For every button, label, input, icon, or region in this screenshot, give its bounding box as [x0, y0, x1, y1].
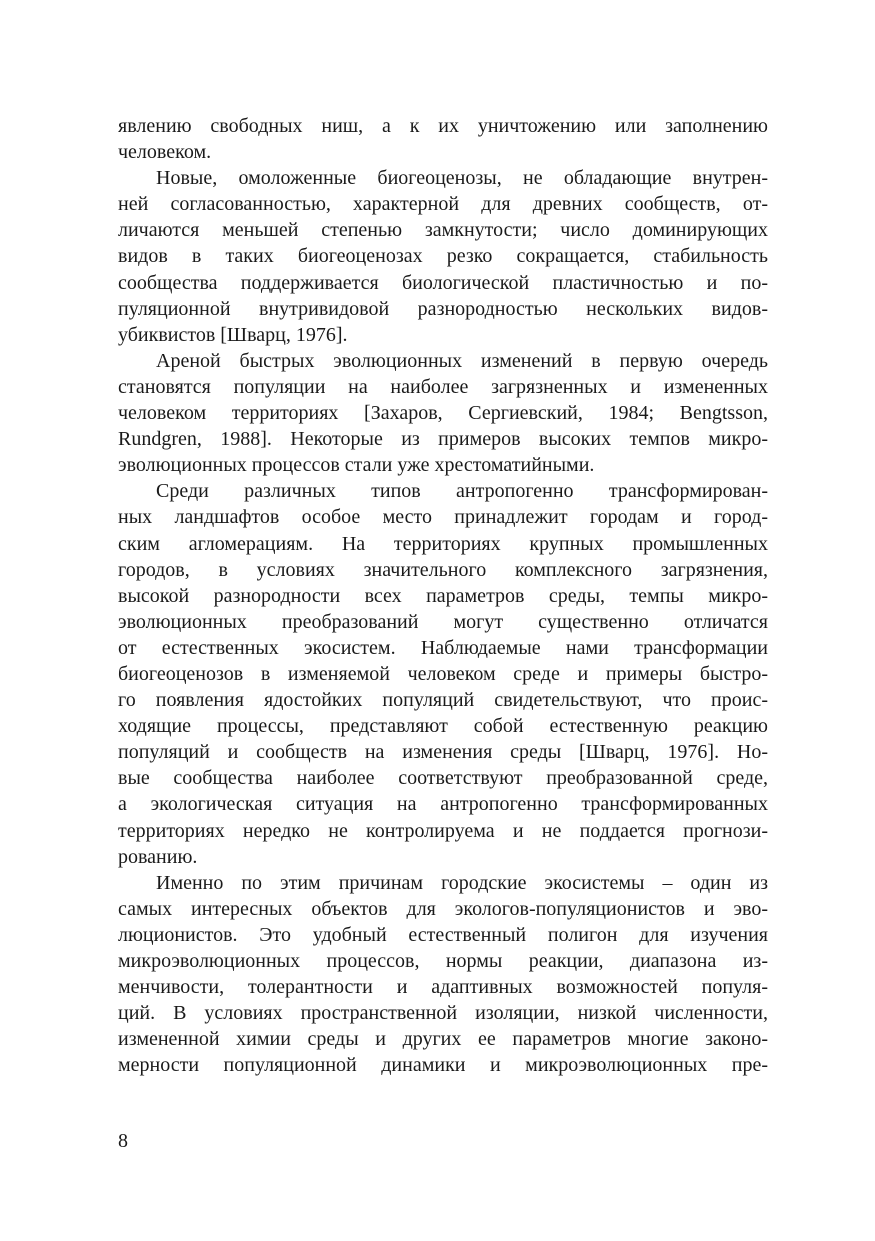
text-line: личаются меньшей степенью замкнутости; число доминирующих [118, 219, 768, 242]
paragraph [118, 870, 768, 1079]
text-line: Именно по этим причинам городские экосистемы – один из [156, 871, 768, 894]
text-line: Новые, омоложенные биогеоценозы, не обладающие внутрен- [156, 167, 768, 190]
text-line: а экологическая ситуация на антропогенно трансформированных [118, 793, 768, 816]
text-line: сообщества поддерживается биологической пластичностью и по- [118, 271, 768, 294]
text-line: ций. В условиях пространственной изоляции, низкой численности, [118, 1002, 768, 1025]
paragraph [118, 348, 768, 478]
text-line: микроэволюционных процессов, нормы реакции, диапазона из- [118, 950, 768, 972]
body-text [118, 113, 768, 1078]
paragraph [118, 165, 768, 348]
text-line: эволюционных преобразований могут существенно отличатся [118, 610, 768, 633]
text-line: вые сообщества наиболее соответствуют преобразованной среде, [118, 767, 768, 790]
text-line: мерности популяционной динамики и микроэволюционных пре- [118, 1054, 768, 1077]
text-line: го появления ядостойких популяций свидетельствуют, что проис- [118, 689, 768, 712]
text-line: Rundgren, 1988]. Некоторые из примеров высоких темпов микро- [118, 428, 768, 451]
paragraph [118, 478, 768, 869]
text-line: люционистов. Это удобный естественный полигон для изучения [118, 923, 768, 946]
text-line: видов в таких биогеоценозах резко сокращается, стабильность [118, 245, 768, 268]
text-line: явлению свободных ниш, а к их уничтожению или заполнению [118, 115, 768, 137]
text-line: территориях нередко не контролируема и не поддается прогнози- [118, 819, 768, 842]
text-line: ных ландшафтов особое место принадлежит городам и город- [118, 506, 768, 529]
paragraph [118, 113, 768, 165]
text-line: убиквистов [Шварц, 1976]. [118, 323, 348, 346]
text-line: рованию. [118, 845, 198, 868]
page-number: 8 [118, 1130, 128, 1152]
text-line: становятся популяции на наиболее загрязненных и измененных [118, 375, 768, 398]
text-line: популяций и сообществ на изменения среды [Шварц, 1976]. Но- [118, 741, 768, 764]
text-line: высокой разнородности всех параметров среды, темпы микро- [118, 584, 768, 607]
text-line: эволюционных процессов стали уже хрестоматийными. [118, 454, 595, 477]
text-line: Ареной быстрых эволюционных изменений в первую очередь [156, 349, 768, 372]
text-line: менчивости, толерантности и адаптивных возможностей популя- [118, 976, 768, 999]
text-line: от естественных экосистем. Наблюдаемые нами трансформации [118, 636, 768, 659]
text-line: пуляционной внутривидовой разнородностью нескольких видов- [118, 297, 768, 320]
text-line: измененной химии среды и других ее параметров многие законо- [118, 1028, 768, 1051]
text-line: городов, в условиях значительного комплексного загрязнения, [118, 558, 768, 581]
text-line: Среди различных типов антропогенно трансформирован- [156, 480, 768, 503]
text-line: биогеоценозов в изменяемой человеком среде и примеры быстро- [118, 662, 768, 685]
text-line: ходящие процессы, представляют собой естественную реакцию [118, 715, 768, 738]
text-line: ней согласованностью, характерной для древних сообществ, от- [118, 193, 768, 216]
text-line: человеком. [118, 141, 212, 164]
text-line: самых интересных объектов для экологов-популяционистов и эво- [118, 897, 768, 920]
text-line: человеком территориях [Захаров, Сергиевский, 1984; Bengtsson, [118, 402, 768, 425]
text-line: ским агломерациям. На территориях крупных промышленных [118, 532, 768, 555]
